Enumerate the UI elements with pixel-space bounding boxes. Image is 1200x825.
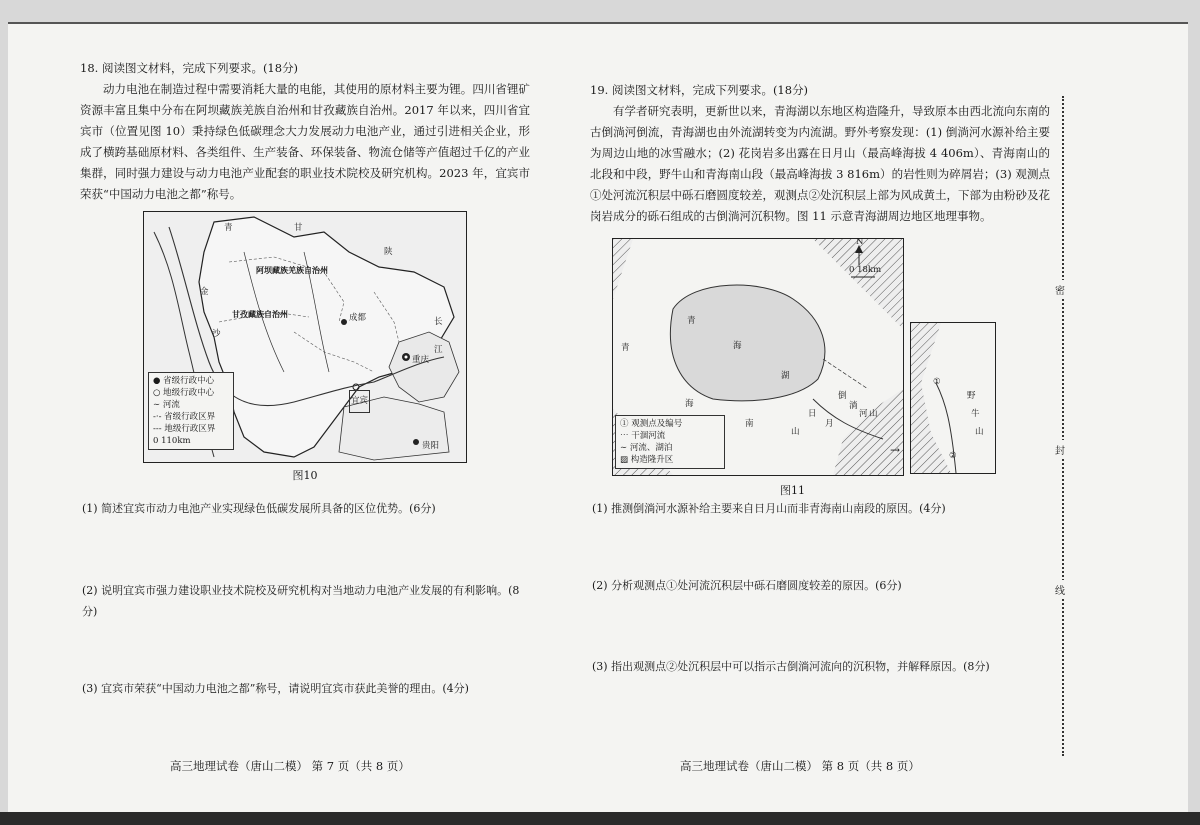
map-label-yibin: 宜宾 [349, 390, 370, 413]
page-7-footer: 高三地理试卷（唐山二模） 第 7 页（共 8 页） [170, 759, 410, 773]
inset-label-shan: 山 [975, 427, 984, 437]
legend-observation-point: ① 观测点及编号 [620, 419, 683, 429]
seal-char-mi: 密 [1055, 280, 1065, 299]
scan-border [0, 812, 1200, 825]
page-8-footer: 高三地理试卷（唐山二模） 第 8 页（共 8 页） [680, 759, 920, 773]
figure-10-caption: 图10 [292, 469, 318, 482]
question-19 [590, 80, 1050, 227]
figure-11-legend [615, 415, 725, 469]
question-18 [80, 58, 530, 486]
map-label-jin: 金 [200, 287, 209, 297]
figure-11-caption: 图11 [780, 484, 805, 497]
map-label-chengdu: 成都 [349, 313, 367, 323]
inset-label-niu: 牛 [971, 409, 980, 419]
q19-sub2: (2) 分析观测点①处河流沉积层中砾石磨圆度较差的原因。(6分) [592, 579, 902, 592]
map-label-sha: 沙 [212, 329, 221, 339]
map-label-chongqing: 重庆 [412, 355, 430, 365]
map-label-he: 河 [859, 409, 868, 419]
figure-10-legend [148, 372, 234, 450]
inset-point-2: ② [949, 451, 957, 461]
legend-provincial-capital: ● 省级行政中心 [153, 376, 215, 386]
map-label-hai-2: 海 [685, 399, 694, 409]
legend-provincial-boundary: -·- 省级行政区界 [153, 412, 216, 422]
figure-11-main-map [612, 238, 904, 476]
inset-arrow-icon: → [890, 443, 901, 457]
legend-dry-river: ⋯ 干涸河流 [620, 431, 666, 441]
map-label-qing-1: 青 [687, 316, 696, 326]
seal-char-xian: 线 [1055, 580, 1065, 599]
map-label-qing: 青 [224, 223, 233, 233]
map-label-qing-2: 青 [621, 343, 630, 353]
q18-material: 动力电池在制造过程中需要消耗大量的电能，其使用的原材料主要为锂。四川省锂矿资源丰富且集中分布在阿坝藏族羌族自治州和甘孜藏族自治州。2017 年以来，四川省宜宾市（位置见图 10）秉持绿色低碳理念大力发展动力电池产业，通过引进相关企业，形成了横跨基础原材料、各类组件、生产装备、环保装备、物流仓储等产值超过千亿的产业集群，同时强力建设与动力电池产业配套的职业技术院校及研究机构。2023 年，宜宾市荣获“中国动力电池之都”称号。 [80, 82, 530, 201]
legend-prefecture-capital: ○ 地级行政中心 [153, 388, 215, 398]
seal-char-feng: 封 [1055, 440, 1065, 459]
map-label-nan: 南 [745, 419, 754, 429]
map-label-hu: 湖 [781, 371, 790, 381]
q19-sub1: (1) 推测倒淌河水源补给主要来自日月山而非青海南山南段的原因。(4分) [592, 502, 946, 515]
figure-10-map [143, 211, 467, 463]
legend-prefecture-boundary: --- 地级行政区界 [153, 424, 216, 434]
map-label-guiyang: 贵阳 [422, 441, 440, 451]
map-label-shan-2: 山 [869, 409, 878, 419]
q18-heading: 18. 阅读图文材料，完成下列要求。(18分) [80, 61, 299, 75]
map-label-tang: 淌 [849, 401, 858, 411]
map-label-shan-1: 山 [791, 427, 800, 437]
inset-point-1: ① [933, 377, 941, 387]
seal-line [1062, 96, 1076, 756]
map-label-shaan: 陕 [384, 247, 393, 257]
scale-bar: 0 110km [153, 436, 191, 446]
map-label-dao: 倒 [838, 391, 847, 401]
q18-sub3: (3) 宜宾市荣获“中国动力电池之都”称号，请说明宜宾市获此美誉的理由。(4分) [82, 682, 469, 695]
map-label-ganzi: 甘孜藏族自治州 [232, 309, 288, 319]
map-label-yue: 月 [825, 419, 834, 429]
map-label-aba: 阿坝藏族羌族自治州 [256, 265, 328, 275]
figure-11-scale: 0 18km [849, 265, 882, 275]
legend-uplift-zone: ▨ 构造隆升区 [620, 455, 674, 465]
map-label-hai-1: 海 [733, 341, 742, 351]
q18-sub1: (1) 简述宜宾市动力电池产业实现绿色低碳发展所具备的区位优势。(6分) [82, 502, 436, 515]
inset-label-ye: 野 [967, 391, 976, 401]
q19-heading: 19. 阅读图文材料，完成下列要求。(18分) [590, 83, 809, 97]
map-label-ri: 日 [808, 409, 817, 419]
q19-sub3: (3) 指出观测点②处沉积层中可以指示古倒淌河流向的沉积物，并解释原因。(8分) [592, 660, 990, 673]
legend-river: ∼ 河流 [153, 400, 180, 410]
q18-sub2: (2) 说明宜宾市强力建设职业技术院校及研究机构对当地动力电池产业发展的有利影响。(8分) [82, 584, 520, 618]
north-arrow-label: N [856, 237, 864, 247]
map-label-chang: 长 [434, 317, 443, 327]
figure-11-inset-map [910, 322, 996, 474]
legend-river-lake: ∼ 河流、湖泊 [620, 443, 673, 453]
q19-material: 有学者研究表明，更新世以来，青海湖以东地区构造隆升，导致原本由西北流向东南的古倒淌河倒流，青海湖也由外流湖转变为内流湖。野外考察发现：(1) 倒淌河水源补给主要为周边山地的冰雪融水；(2) 花岗岩多出露在日月山（最高峰海拔 4 406m）、青海南山的北段和中段，野牛山和青海南山段（最高峰海拔 3 816m）的岩性则为碎屑岩；(3) 观测点①处河流沉积层中砾石磨圆度较差，观测点②处沉积层上部为风成黄土，下部为由粉砂及花岗岩成分的砾石组成的古倒淌河沉积物。图 11 示意青海湖周边地区地理事物。 [590, 104, 1050, 223]
map-label-gan: 甘 [294, 223, 303, 233]
map-label-jiang: 江 [434, 345, 443, 355]
